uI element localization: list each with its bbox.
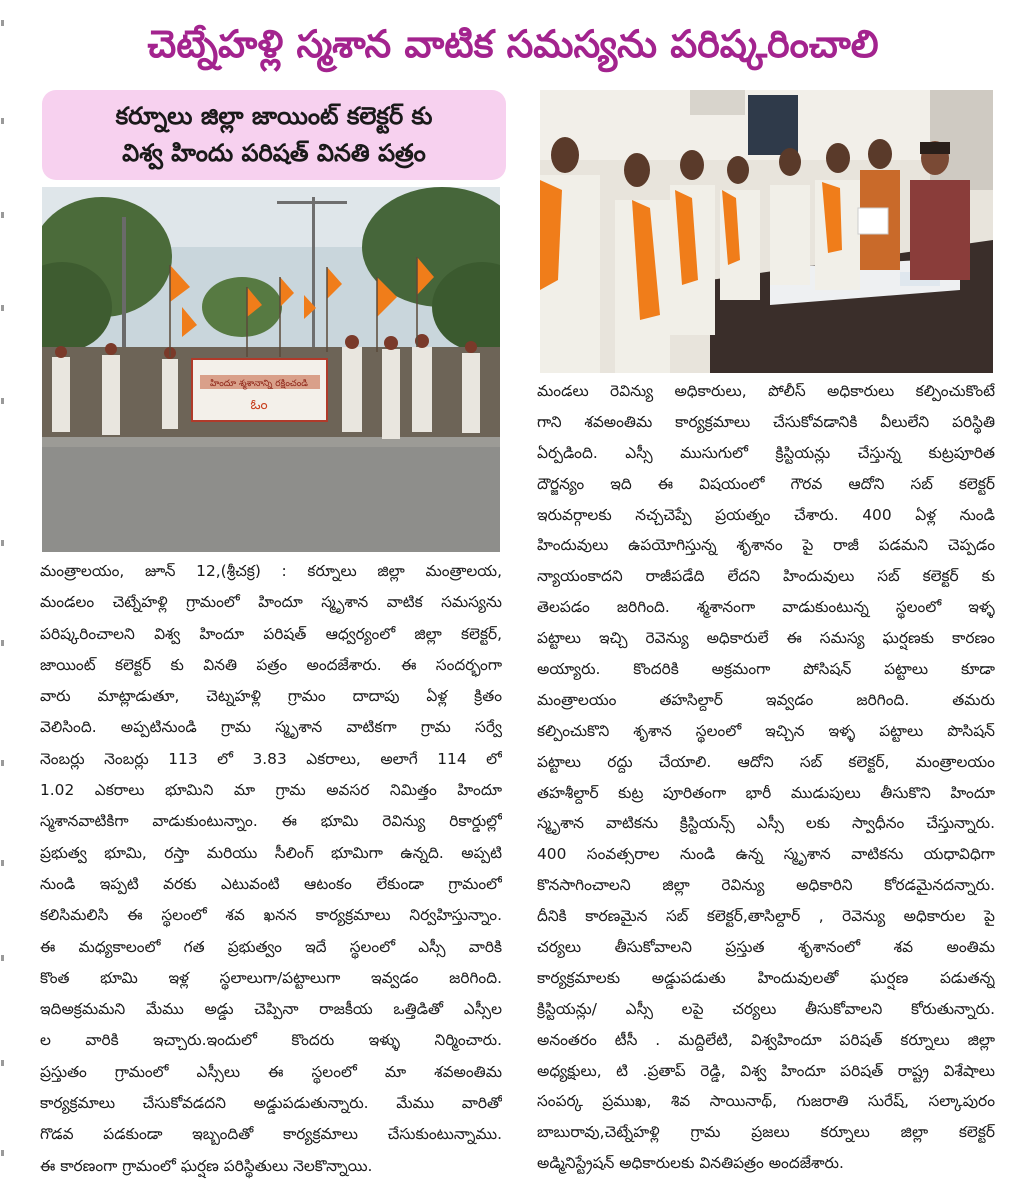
body-line: ఏర్పడింది. ఎస్సీ ముసుగులో క్రిస్టియన్లు చేస్తున్న కుట్రపూరిత bbox=[537, 443, 995, 462]
body-line: ఈ మధ్యకాలంలో గత ప్రభుత్వం ఇదే స్థలంలో ఎస్సీ వారికి bbox=[40, 937, 502, 956]
scan-edge-marks bbox=[0, 0, 6, 1182]
subheadline-line-1: కర్నూలు జిల్లా జాయింట్ కలెక్టర్ కు bbox=[115, 102, 433, 130]
subheadline-line-2: విశ్వ హిందు పరిషత్ వినతి పత్రం bbox=[122, 139, 426, 167]
body-line: అడ్మినిస్ట్రేషన్ అధికారులకు వినతిపత్రం అందజేశారు. bbox=[537, 1154, 844, 1173]
body-line: వెలిసింది. అప్పటినుండి గ్రామ స్మృశాన వాటికగా గ్రామ సర్వే bbox=[40, 718, 502, 737]
body-line: పట్టాలు రద్దు చేయాలి. ఆదోని సబ్ కలెక్టర్, మంత్రాలయం bbox=[537, 752, 995, 771]
petition-handover-photo bbox=[540, 90, 993, 373]
body-line: దౌర్జన్యం ఇది ఈ విషయంలో గౌరవ ఆదోని సబ్ కలెక్టర్ bbox=[537, 474, 995, 493]
body-line: అధ్యక్షులు, టి .ప్రతాప్ రెడ్డి, విశ్వ హిందూ పరిషత్ రాష్ట్ర విశేషాలు bbox=[537, 1061, 995, 1080]
body-line: మండలం చెట్నేహళ్లి గ్రామంలో హిందూ స్మృశాన వాటిక సమస్యను bbox=[40, 593, 502, 612]
body-line: నెంబర్లు నెంబర్లు 113 లో 3.83 ఎకరాలు, అలాగే 114 లో bbox=[40, 749, 502, 768]
article-body-left-column bbox=[40, 556, 502, 1182]
body-line: ప్రస్తుతం గ్రామంలో ఎస్సీలు ఈ స్థలంలో మా శవఅంతిమ bbox=[40, 1062, 502, 1081]
body-line: మంత్రాలయం తహసిల్దార్ ఇవ్వడం జరిగింది. తమరు bbox=[537, 690, 995, 709]
body-line: తహశీల్దార్ కుట్ర పూరితంగా భారీ ముడుపులు తీసుకొని హిందూ bbox=[537, 783, 995, 802]
subheadline-box bbox=[42, 90, 506, 180]
body-line: అనంతరం టీసీ . మద్దిలేటి, విశ్వహిందూ పరిషత్ కర్నూలు జిల్లా bbox=[537, 1030, 995, 1049]
body-line: మండలు రెవిన్యు అధికారులు, పోలీస్ అధికారులు కల్పించుకొంటే bbox=[537, 382, 995, 400]
body-line: కొంత భూమి ఇళ్ల స్థలాలుగా/పట్టాలుగా ఇవ్వడం జరిగింది. bbox=[40, 968, 502, 987]
body-line: కల్పించుకొని శృశాన స్థలంలో ఇచ్చిన ఇళ్ళ పట్టాలు పొసిషన్ bbox=[537, 721, 995, 740]
body-line: క్రిస్టియన్లు/ ఎస్సీ లపై చర్యలు తీసుకోవాలని కోరుతున్నారు. bbox=[537, 999, 995, 1018]
body-line: సంపర్క ప్రముఖ, శివ సాయినాథ్, గుజరాతి సురేష్, సల్కాపురం bbox=[537, 1092, 995, 1111]
body-line: కార్యక్రమాలకు అడ్డుపడుతు హిందువులతో ఘర్షణ పడుతన్న bbox=[537, 968, 995, 987]
banner-om: ఓం bbox=[250, 397, 268, 413]
protest-photo bbox=[42, 187, 500, 552]
body-line: పరిష్కరించాలని విశ్వ హిందూ పరిషత్ ఆధ్వర్యంలో జిల్లా కలెక్టర్, bbox=[40, 624, 502, 643]
body-line: స్మృశాన వాటికను క్రిస్టియన్స్ ఎస్సీ లకు స్వాధీనం చేస్తున్నారు. bbox=[537, 814, 995, 833]
body-line: హిందువులు ఉపయోగిస్తున్న శృశానం పై రాజీ పడమని చెప్పడం bbox=[537, 536, 995, 555]
body-line: తెలపడం జరిగింది. శ్మశానంగా వాడుకుంటున్న స్థలంలో ఇళ్ళ bbox=[537, 598, 995, 617]
petition-handover-photo-illustration bbox=[540, 90, 993, 373]
headline: చెట్నేహళ్లి స్మశాన వాటిక సమస్యను పరిష్కరించాలి bbox=[147, 22, 879, 66]
banner-text: హిందూ శ్మశానాన్ని రక్షించండి bbox=[210, 379, 308, 389]
body-line: చర్యలు తీసుకోవాలని ప్రస్తుత శృశానంలో శవ అంతిమ bbox=[537, 938, 995, 957]
body-line: 400 సంవత్సరాల నుండి ఉన్న స్మృశాన వాటికను యధావిధిగా bbox=[537, 845, 995, 864]
body-line: కలిసిమలిసి ఈ స్థలంలో శవ ఖనన కార్యక్రమాలు నిర్వహిస్తున్నాం. bbox=[40, 906, 502, 925]
body-line: కొనసాగించాలని జిల్లా రెవిన్యు అధికారిని కోరడమైనదన్నారు. bbox=[537, 876, 995, 895]
body-line: ఇరువర్గాలకు నచ్చచెప్పే ప్రయత్నం చేశారు. 400 ఏళ్ల నుండి bbox=[537, 505, 995, 524]
body-line: గాని శవఅంతిమ కార్యక్రమాలు చేసుకోవడానికి వీలులేని పరిస్థితి bbox=[537, 412, 995, 431]
body-line: 1.02 ఎకరాలు భూమిని మా గ్రామ అవసర నిమిత్తం హిందూ bbox=[40, 781, 502, 800]
body-line: ప్రభుత్వ భూమి, రస్తా మరియు సీలింగ్ భూమిగా ఉన్నది. అప్పటి bbox=[40, 843, 502, 862]
body-line: దీనికి కారణమైన సబ్ కలెక్టర్,తాసిల్దార్ , రెవెన్యు అధికారుల పై bbox=[537, 907, 995, 926]
body-line: గొడవ పడకుండా ఇబ్బందితో కార్యక్రమాలు చేసుకుంటున్నాము. bbox=[40, 1125, 502, 1144]
body-line: వారు మాట్లాడుతూ, చెట్నహళ్లి గ్రామం దాదాపు ఏళ్ల క్రితం bbox=[40, 687, 502, 706]
body-line: కార్యక్రమాలు చేసుకోవడదని అడ్డుపడుతున్నారు. మేము వారితో bbox=[40, 1094, 502, 1113]
body-line: ఇదిఅక్రమమని మేము అడ్డు చెప్పినా రాజకీయ ఒత్తిడితో ఎస్సీల bbox=[40, 1000, 502, 1019]
body-line: అయ్యారు. కొందరికి అక్రమంగా పోసిషన్ పట్టాలు కూడా bbox=[537, 660, 995, 679]
body-line: పట్టాలు ఇచ్చి రెవెన్యు అధికారులే ఈ సమస్య ఘర్షణకు కారణం bbox=[537, 629, 995, 648]
body-line: ఈ కారణంగా గ్రామంలో ఘర్షణ పరిస్థితులు నెలకొన్నాయి. bbox=[40, 1156, 373, 1175]
body-line: నుండి ఇప్పటి వరకు ఎటువంటి ఆటంకం లేకుండా గ్రామంలో bbox=[40, 874, 502, 893]
body-line: న్యాయంకాదని రాజీపడేది లేదని హిందువులు సబ్ కలెక్టర్ కు bbox=[537, 567, 995, 586]
body-line: ల వారికి ఇచ్చారు.ఇందులో కొందరు ఇళ్ళు నిర్మించారు. bbox=[40, 1031, 502, 1050]
body-line: స్మశానవాటికిగా వాడుకుంటున్నాం. ఈ భూమి రెవిన్యు రికార్డుల్లో bbox=[40, 812, 502, 831]
body-line: జాయింట్ కలెక్టర్ కు వినతి పత్రం అందజేశారు. ఈ సందర్భంగా bbox=[40, 655, 502, 674]
article-body-right-column bbox=[537, 376, 995, 1179]
body-line: మంత్రాలయం, జూన్ 12,(శ్రీచక్ర) : కర్నూలు జిల్లా మంత్రాలయ, bbox=[40, 562, 502, 580]
body-line: బాబురావు,చెట్నేహళ్లి గ్రామ ప్రజలు కర్నూలు జిల్లా కలెక్టర్ bbox=[537, 1123, 995, 1142]
protest-photo-illustration bbox=[42, 187, 500, 552]
